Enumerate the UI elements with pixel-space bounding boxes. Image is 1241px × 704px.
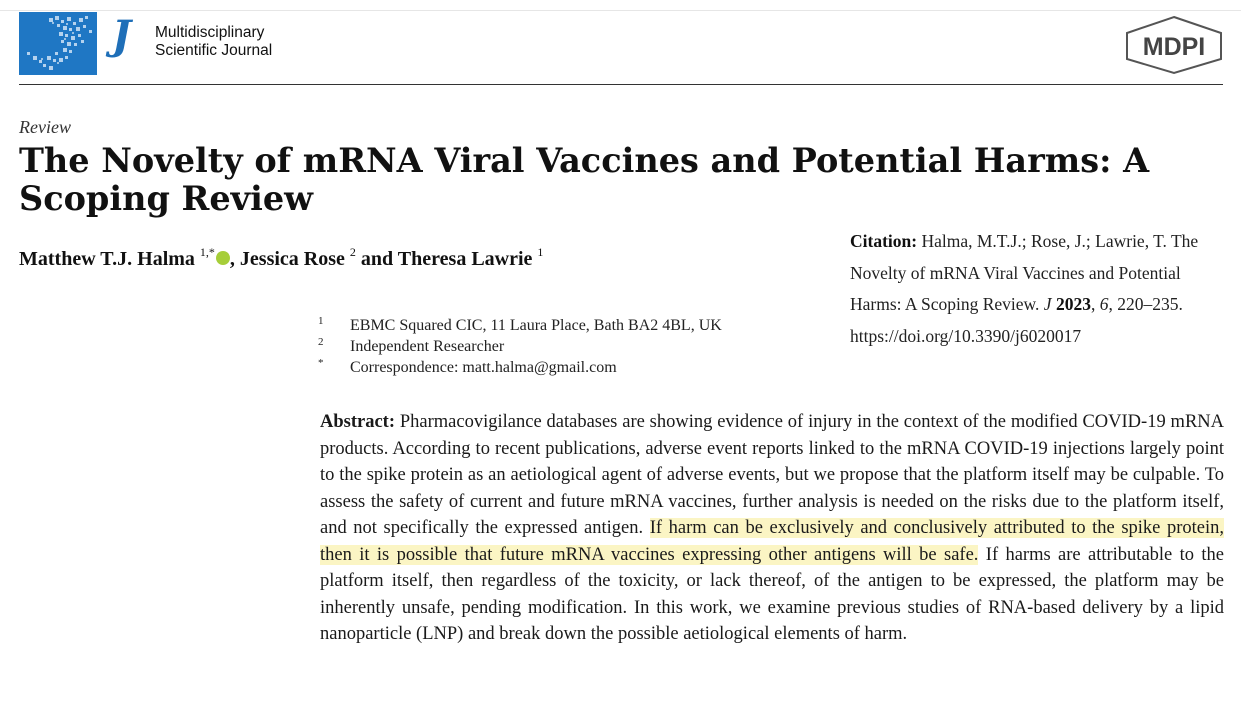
author-affiliation-marker: 1,*	[199, 245, 215, 259]
citation-label: Citation:	[850, 231, 918, 251]
author-list: Matthew T.J. Halma $^{1,*}$ , Jessica Rose $^2$ and Theresa Lawrie $^1$	[19, 245, 544, 270]
journal-letter-logo: J	[112, 12, 131, 59]
journal-logo-icon	[19, 12, 97, 75]
citation-journal: J	[1043, 294, 1052, 314]
header-divider	[19, 84, 1223, 85]
citation-doi-link[interactable]: https://doi.org/10.3390/j6020017	[850, 325, 1082, 346]
journal-name	[155, 24, 272, 60]
citation-pages: 220–235.	[1117, 294, 1183, 314]
citation-text: Halma, M.T.J.; Rose, J.; Lawrie, T. The Novelty of mRNA Viral Vaccines and Potential Harms: A Scoping Review.	[850, 231, 1199, 314]
journal-name-line1: Multidisciplinary	[155, 24, 265, 41]
abstract-highlighted-text: If harm can be exclusively and conclusively attributed to the spike protein, then it is possible that future mRNA vaccines expressing other antigens will be safe.	[320, 518, 1224, 565]
abstract	[320, 409, 1224, 648]
article-title: The Novelty of mRNA Viral Vaccines and Potential Harms: A Scoping Review	[19, 141, 1150, 218]
article-type: Review	[19, 117, 71, 137]
abstract-text: If harms are attributable to the platform itself, then regardless of the toxicity, or lack thereof, of the antigen to be expressed, the platform may be inherently unsafe, pending modification. In this work, we examine previous studies of RNA-based delivery by a lipid nanoparticle (LNP) and break down the possible aetiological elements of harm.	[320, 544, 1224, 644]
journal-name-line2: Scientific Journal	[155, 42, 273, 59]
author-name[interactable]: Matthew T.J. Halma	[19, 248, 195, 270]
citation-year: 2023	[1055, 294, 1091, 314]
author-affiliation-marker: 1	[537, 245, 544, 259]
orcid-icon[interactable]	[216, 251, 230, 265]
abstract-label: Abstract:	[320, 412, 396, 432]
author-name[interactable]: Jessica Rose	[239, 248, 345, 270]
abstract-text: Pharmacovigilance databases are showing evidence of injury in the context of the modified COVID-19 mRNA products. According to recent publications, adverse event reports linked to the mRNA COVID-19 injections largely point to the spike protein as an aetiological agent of adverse events, but we propose that the platform itself may be culpable. To assess the safety of current and future mRNA vaccines, further analysis is needed on the risks due to the platform itself, and not specifically the expressed antigen.	[320, 412, 1225, 538]
mdpi-logo-text: MDPI	[1142, 33, 1206, 61]
citation-volume: 6	[1099, 294, 1109, 314]
mdpi-logo	[1125, 15, 1223, 75]
citation-block: Citation: Halma, M.T.J.; Rose, J.; Lawrie, T. The Novelty of mRNA Viral Vaccines and Potential Harms: A Scoping Review. J 2023, 6, 220–235. https://doi.org/10.3390/j6020017	[850, 231, 1199, 346]
author-name[interactable]: Theresa Lawrie	[397, 248, 533, 270]
author-affiliation-marker: 2	[349, 245, 356, 259]
top-border	[0, 10, 1241, 11]
